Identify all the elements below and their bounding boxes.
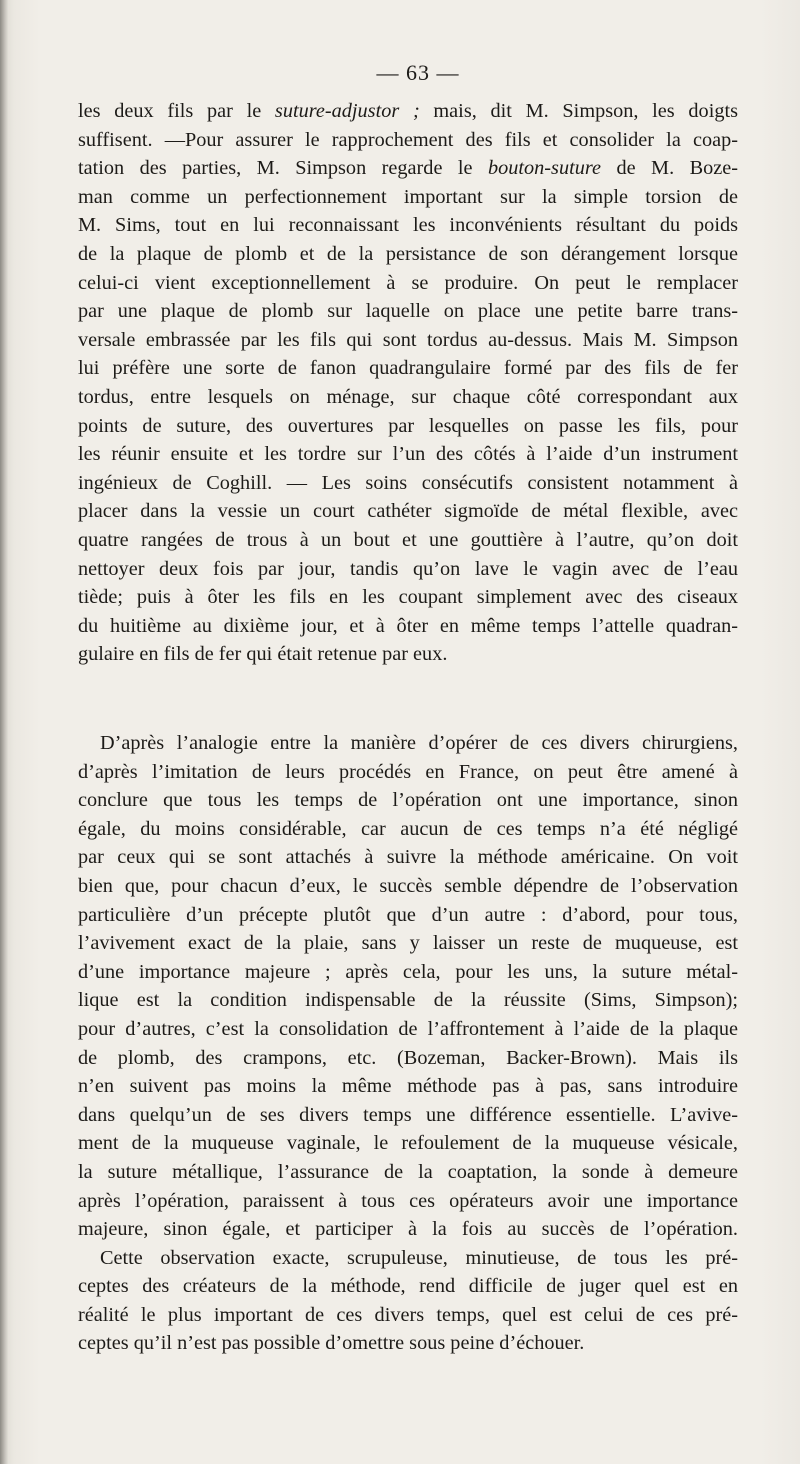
text-line: conclure que tous les temps de l’opération ont une importance, sinon <box>78 789 738 812</box>
text-line: les deux fils par le suture-adjustor ; mais, dit M. Simpson, les doigts <box>78 100 738 122</box>
text-line: d’une importance majeure ; après cela, pour les uns, la suture métal- <box>78 960 738 983</box>
text-line: Cette observation exacte, scrupuleuse, minutieuse, de tous les pré- <box>100 1246 738 1269</box>
text-line: suffisent. —Pour assurer le rapprochement des fils et consolider la coap- <box>78 128 738 151</box>
text-line: ceptes qu’il n’est pas possible d’omettre sous peine d’échouer. <box>78 1332 585 1355</box>
text-line: nettoyer deux fois par jour, tandis qu’on lave le vagin avec de l’eau <box>78 557 738 580</box>
text-line: quatre rangées de trous à un bout et une gouttière à l’autre, qu’on doit <box>78 528 738 551</box>
text-line: dans quelqu’un de ses divers temps une différence essentielle. L’avive- <box>78 1103 738 1126</box>
paragraph-2 <box>78 729 738 1358</box>
text-line: D’après l’analogie entre la manière d’opérer de ces divers chirurgiens, <box>100 732 738 754</box>
text-line: tordus, entre lesquels on ménage, sur chaque côté correspondant aux <box>78 385 738 408</box>
text-line: la suture métallique, l’assurance de la coaptation, la sonde à demeure <box>78 1160 738 1183</box>
text-line: bien que, pour chacun d’eux, le succès semble dépendre de l’observation <box>78 874 738 897</box>
paragraph-1 <box>78 97 738 669</box>
text-line: man comme un perfectionnement important sur la simple torsion de <box>78 185 738 208</box>
text-line: celui-ci vient exceptionnellement à se produire. On peut le remplacer <box>78 271 738 294</box>
text-line: l’avivement exact de la plaie, sans y laisser un reste de muqueuse, est <box>78 932 738 955</box>
text-line: réalité le plus important de ces divers temps, quel est celui de ces pré- <box>78 1303 738 1326</box>
text-line: lui préfère une sorte de fanon quadrangulaire formé par des fils de fer <box>78 357 738 380</box>
text-line: M. Sims, tout en lui reconnaissant les inconvénients résultant du poids <box>78 214 738 237</box>
text-line: n’en suivent pas moins la même méthode pas à pas, sans introduire <box>78 1075 738 1098</box>
text-line: ingénieux de Coghill. — Les soins consécutifs consistent notamment à <box>78 471 738 494</box>
text-line: ment de la muqueuse vaginale, le refoulement de la muqueuse vésicale, <box>78 1132 738 1155</box>
text-line: lique est la condition indispensable de la réussite (Sims, Simpson); <box>78 989 738 1012</box>
text-line: gulaire en fils de fer qui était retenue par eux. <box>78 643 448 666</box>
text-line: particulière d’un précepte plutôt que d’un autre : d’abord, pour tous, <box>78 903 738 926</box>
text-line: pour d’autres, c’est la consolidation de l’affrontement à l’aide de la plaque <box>78 1017 738 1040</box>
text-line: ceptes des créateurs de la méthode, rend difficile de juger quel est en <box>78 1275 738 1298</box>
text-line: versale embrassée par les fils qui sont tordus au-dessus. Mais M. Simpson <box>78 328 738 351</box>
text-line: par une plaque de plomb sur laquelle on place une petite barre trans- <box>78 300 738 323</box>
text-line: du huitième au dixième jour, et à ôter en même temps l’attelle quadran- <box>78 614 738 637</box>
text-line: de plomb, des crampons, etc. (Bozeman, Backer-Brown). Mais ils <box>78 1046 738 1069</box>
text-line: tiède; puis à ôter les fils en les coupant simplement avec des ciseaux <box>78 586 738 609</box>
text-line: tation des parties, M. Simpson regarde le bouton-suture de M. Boze- <box>78 157 738 180</box>
text-line: par ceux qui se sont attachés à suivre la méthode américaine. On voit <box>78 846 738 869</box>
text-line: majeure, sinon égale, et participer à la fois au succès de l’opération. <box>78 1218 738 1241</box>
text-line: d’après l’imitation de leurs procédés en France, on peut être amené à <box>78 760 738 783</box>
page-number: — 63 — <box>376 60 460 85</box>
text-line: les réunir ensuite et les tordre sur l’un des côtés à l’aide d’un instrument <box>78 443 738 466</box>
text-line: de la plaque de plomb et de la persistance de son dérangement lorsque <box>78 242 738 265</box>
text-line: après l’opération, paraissent à tous ces opérateurs avoir une importance <box>78 1189 738 1212</box>
text-line: points de suture, des ouvertures par lesquelles on passe les fils, pour <box>78 414 738 437</box>
text-line: égale, du moins considérable, car aucun de ces temps n’a été négligé <box>78 817 738 840</box>
binding-edge <box>0 0 8 1464</box>
text-line: placer dans la vessie un court cathéter sigmoïde de métal flexible, avec <box>78 500 738 523</box>
